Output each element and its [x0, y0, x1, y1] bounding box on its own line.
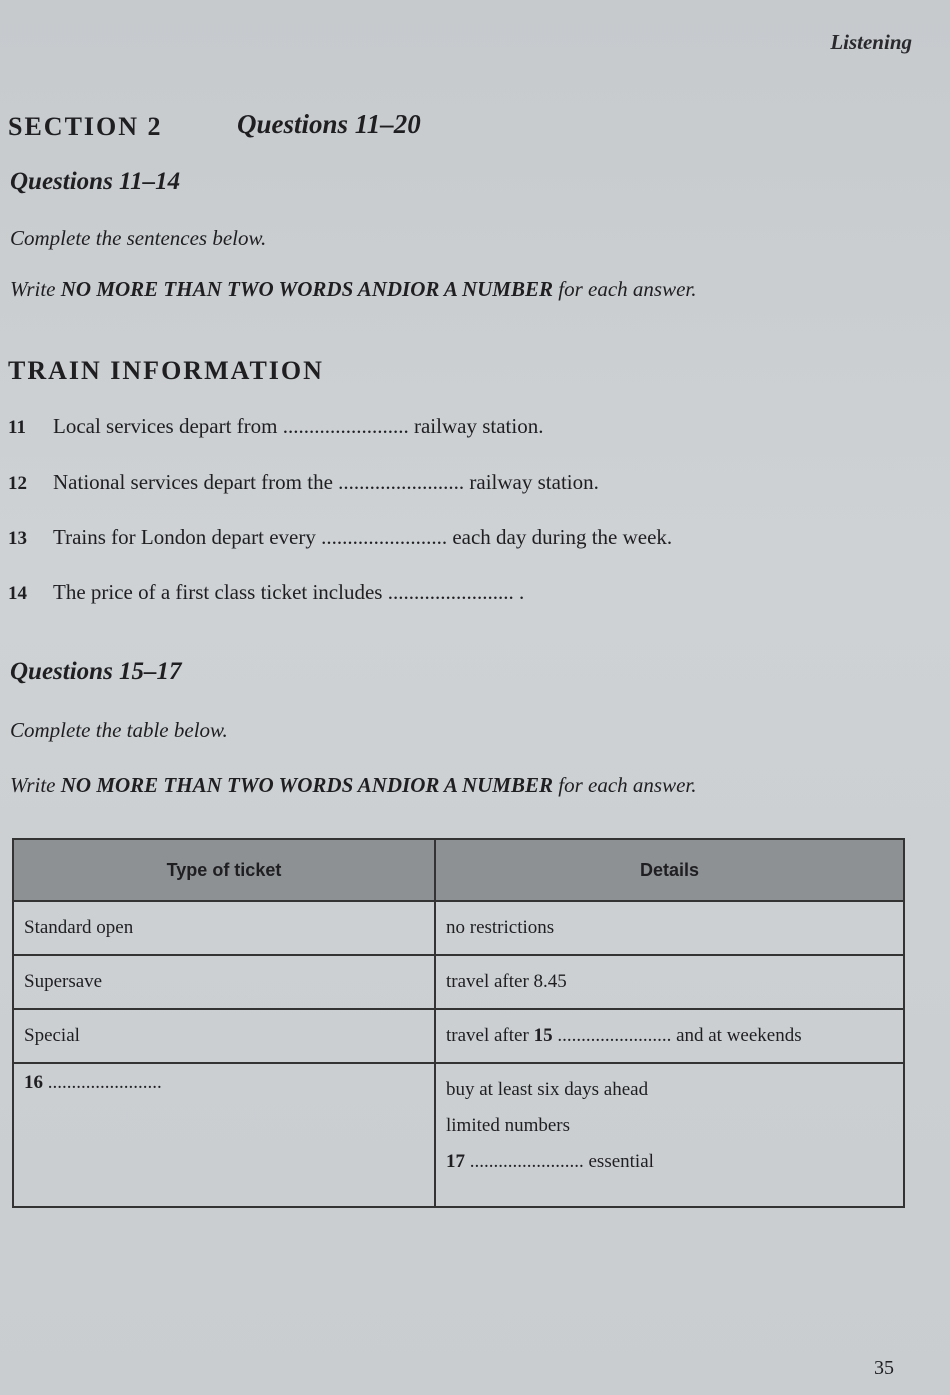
questions-15-17-heading: Questions 15–17 [10, 658, 182, 685]
instr-bold: NO MORE THAN TWO WORDS ANDIOR A NUMBER [60, 277, 553, 301]
instruction-word-limit-2 [10, 773, 697, 798]
instruction-complete-table: Complete the table below. [10, 718, 228, 742]
header-details: Details [435, 839, 904, 901]
ticket-details-cell [435, 1009, 904, 1063]
question-number-16: 16 [24, 1072, 43, 1093]
question-text: Trains for London depart every ........................ each day during the week. [53, 525, 673, 549]
running-header: Listening [830, 30, 912, 54]
instr-bold: NO MORE THAN TWO WORDS ANDIOR A NUMBER [60, 773, 553, 797]
question-number: 13 [8, 528, 27, 549]
instr-post: for each answer. [553, 773, 697, 797]
instr-pre: Write [10, 277, 61, 301]
section-label: SECTION 2 [8, 112, 163, 141]
details-line [446, 1144, 893, 1180]
train-information-title: TRAIN INFORMATION [8, 356, 324, 385]
table-row [13, 955, 904, 1009]
question-item [8, 470, 599, 495]
instr-pre: Write [10, 773, 61, 797]
answer-blank: ........................ [43, 1072, 162, 1093]
details-pre: travel after [446, 1025, 534, 1046]
questions-11-14-heading: Questions 11–14 [10, 168, 181, 195]
details-line: buy at least six days ahead [446, 1079, 649, 1100]
question-text: National services depart from the ........................ railway station. [53, 470, 599, 494]
ticket-type-cell [13, 1063, 435, 1207]
details-post: ........................ and at weekends [552, 1025, 802, 1046]
header-type-of-ticket: Type of ticket [13, 839, 435, 901]
table-row [13, 1009, 904, 1063]
details-post: ........................ essential [465, 1151, 654, 1172]
question-number-15: 15 [533, 1025, 553, 1046]
question-number-17: 17 [446, 1151, 465, 1172]
table-header-row [13, 839, 904, 901]
ticket-details-cell [435, 1063, 904, 1207]
table-row [13, 1063, 904, 1207]
ticket-type-cell: Supersave [13, 955, 435, 1009]
question-text: The price of a first class ticket includes ........................ . [53, 580, 525, 604]
ticket-details-cell: travel after 8.45 [435, 955, 904, 1009]
question-number: 14 [8, 583, 27, 604]
ticket-table [12, 838, 905, 1208]
question-number: 11 [8, 417, 26, 438]
question-number: 12 [8, 473, 27, 494]
details-line: limited numbers [446, 1115, 571, 1136]
instr-post: for each answer. [553, 277, 697, 301]
ticket-details-cell: no restrictions [435, 901, 904, 955]
section-questions: Questions 11–20 [237, 109, 421, 139]
section-heading [8, 109, 421, 142]
question-item [8, 414, 543, 439]
table-row [13, 901, 904, 955]
ticket-type-cell: Standard open [13, 901, 435, 955]
question-item [8, 525, 672, 550]
question-item [8, 580, 524, 605]
page-number: 35 [874, 1357, 894, 1379]
ticket-type-cell: Special [13, 1009, 435, 1063]
question-text: Local services depart from ........................ railway station. [53, 414, 544, 438]
instruction-word-limit-1 [10, 277, 697, 302]
instruction-complete-sentences: Complete the sentences below. [10, 226, 267, 250]
